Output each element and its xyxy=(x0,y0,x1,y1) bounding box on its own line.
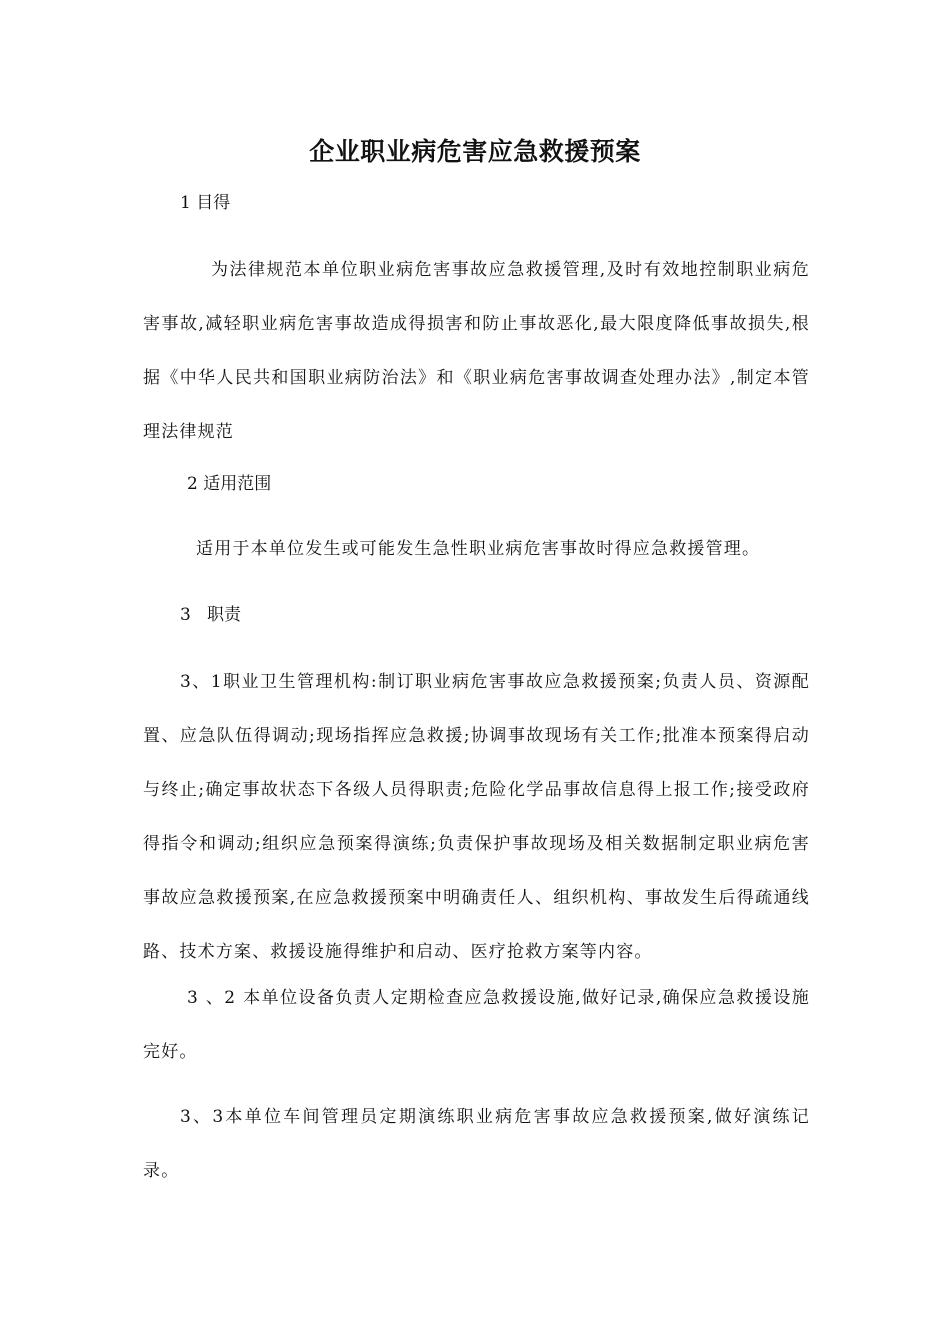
paragraph-scope: 适用于本单位发生或可能发生急性职业病危害事故时得应急救援管理。 xyxy=(196,539,761,559)
document-title: 企业职业病危害应急救援预案 xyxy=(309,137,641,166)
paragraph-purpose: 为法律规范本单位职业病危害事故应急救援管理,及时有效地控制职业病危害事故,减轻职业病危害事故造成得损害和防止事故恶化,最大限度降低事故损失,根据《中华人民共和国职业病防治法》和《职业病危害事故调查处理办法》,制定本管理法律规范 xyxy=(143,260,810,442)
paragraph-duty-3-2: 3 、2 本单位设备负责人定期检查应急救援设施,做好记录,确保应急救援设施完好。 xyxy=(143,988,810,1062)
paragraph-duty-3-3: 3、3本单位车间管理员定期演练职业病危害事故应急救援预案,做好演练记录。 xyxy=(143,1107,810,1181)
paragraph-duty-3-1: 3、1职业卫生管理机构:制订职业病危害事故应急救援预案;负责人员、资源配置、应急队伍得调动;现场指挥应急救援;协调事故现场有关工作;批准本预案得启动与终止;确定事故状态下各级人员得职责;危险化学品事故信息得上报工作;接受政府得指令和调动;组织应急预案得演练;负责保护事故现场及相关数据制定职业病危害事故应急救援预案,在应急救援预案中明确责任人、组织机构、事故发生后得疏通线路、技术方案、救援设施得维护和启动、医疗抢救方案等内容。 xyxy=(143,672,810,962)
section-heading-purpose: 1 目得 xyxy=(180,193,231,213)
section-heading-duties: 3 职责 xyxy=(180,605,242,625)
section-heading-scope: 2 适用范围 xyxy=(187,474,272,494)
